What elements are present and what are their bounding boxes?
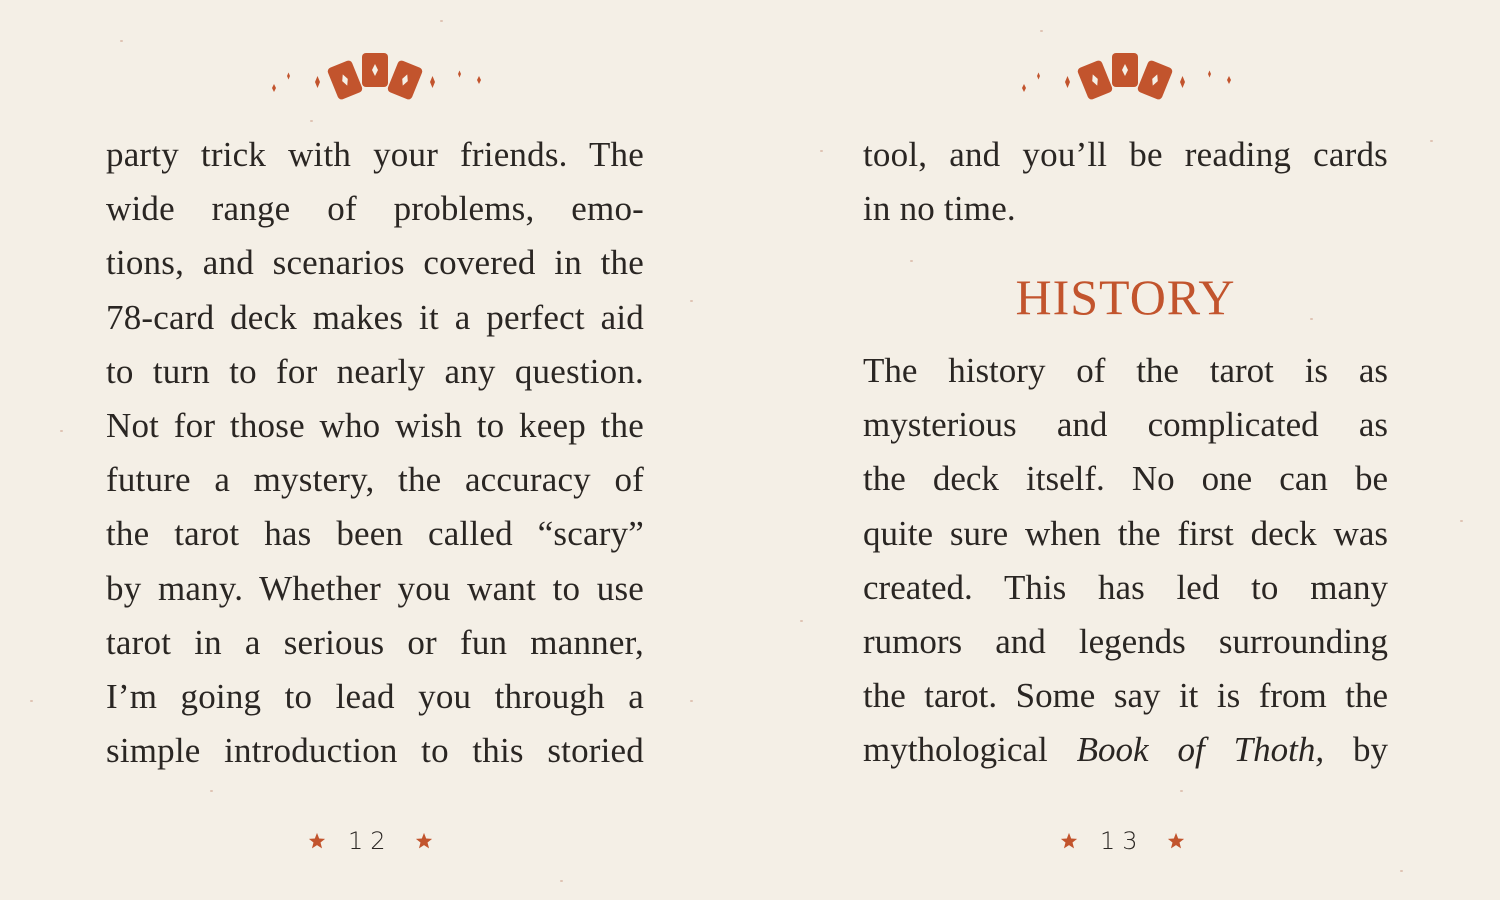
text-line: in no time. bbox=[863, 189, 1016, 229]
text-line: tool, and you’ll be reading cards bbox=[863, 135, 1388, 174]
text-line: simple introduction to this storied bbox=[106, 731, 644, 771]
star-icon bbox=[415, 832, 433, 850]
text-line: created. This has led to many bbox=[863, 567, 1388, 607]
text-line: 78-card deck makes it a perfect aid bbox=[106, 297, 644, 337]
section-heading: HISTORY bbox=[1015, 269, 1236, 325]
star-icon bbox=[1060, 832, 1078, 850]
tarot-cards-ornament-icon bbox=[1005, 48, 1245, 108]
text-span: mythological bbox=[863, 730, 1048, 770]
star-icon bbox=[1167, 832, 1185, 850]
text-line: tarot in a serious or fun manner, bbox=[106, 622, 644, 662]
page-number: 13 bbox=[1100, 827, 1145, 855]
page-footer bbox=[308, 826, 433, 856]
body-text bbox=[863, 344, 1388, 778]
text-line: the tarot. Some say it is from the bbox=[863, 676, 1388, 716]
body-text bbox=[106, 128, 644, 778]
text-line: wide range of problems, emo- bbox=[106, 189, 644, 229]
text-line: the deck itself. No one can be bbox=[863, 459, 1388, 499]
tarot-cards-ornament-icon bbox=[255, 48, 495, 108]
text-line: by many. Whether you want to use bbox=[106, 568, 644, 608]
text-line: The history of the tarot is as bbox=[863, 351, 1388, 390]
text-line: tions, and scenarios covered in the bbox=[106, 243, 644, 283]
page-footer bbox=[1060, 826, 1185, 856]
text-line: Not for those who wish to keep the bbox=[106, 405, 644, 445]
page-number: 12 bbox=[348, 827, 393, 855]
text-line: mysterious and complicated as bbox=[863, 405, 1388, 445]
text-line: party trick with your friends. The bbox=[106, 135, 644, 174]
text-line: I’m going to lead you through a bbox=[106, 676, 644, 716]
intro-text bbox=[863, 128, 1388, 236]
text-line-mixed bbox=[863, 723, 1388, 777]
book-title: Book of Thoth, bbox=[1076, 730, 1325, 770]
text-span: by bbox=[1353, 730, 1388, 770]
text-line: the tarot has been called “scary” bbox=[106, 514, 644, 554]
text-line: rumors and legends surrounding bbox=[863, 621, 1388, 661]
right-page bbox=[750, 0, 1500, 900]
star-icon bbox=[308, 832, 326, 850]
text-line: quite sure when the first deck was bbox=[863, 513, 1388, 553]
text-line: to turn to for nearly any question. bbox=[106, 351, 644, 391]
text-line: future a mystery, the accuracy of bbox=[106, 460, 644, 500]
